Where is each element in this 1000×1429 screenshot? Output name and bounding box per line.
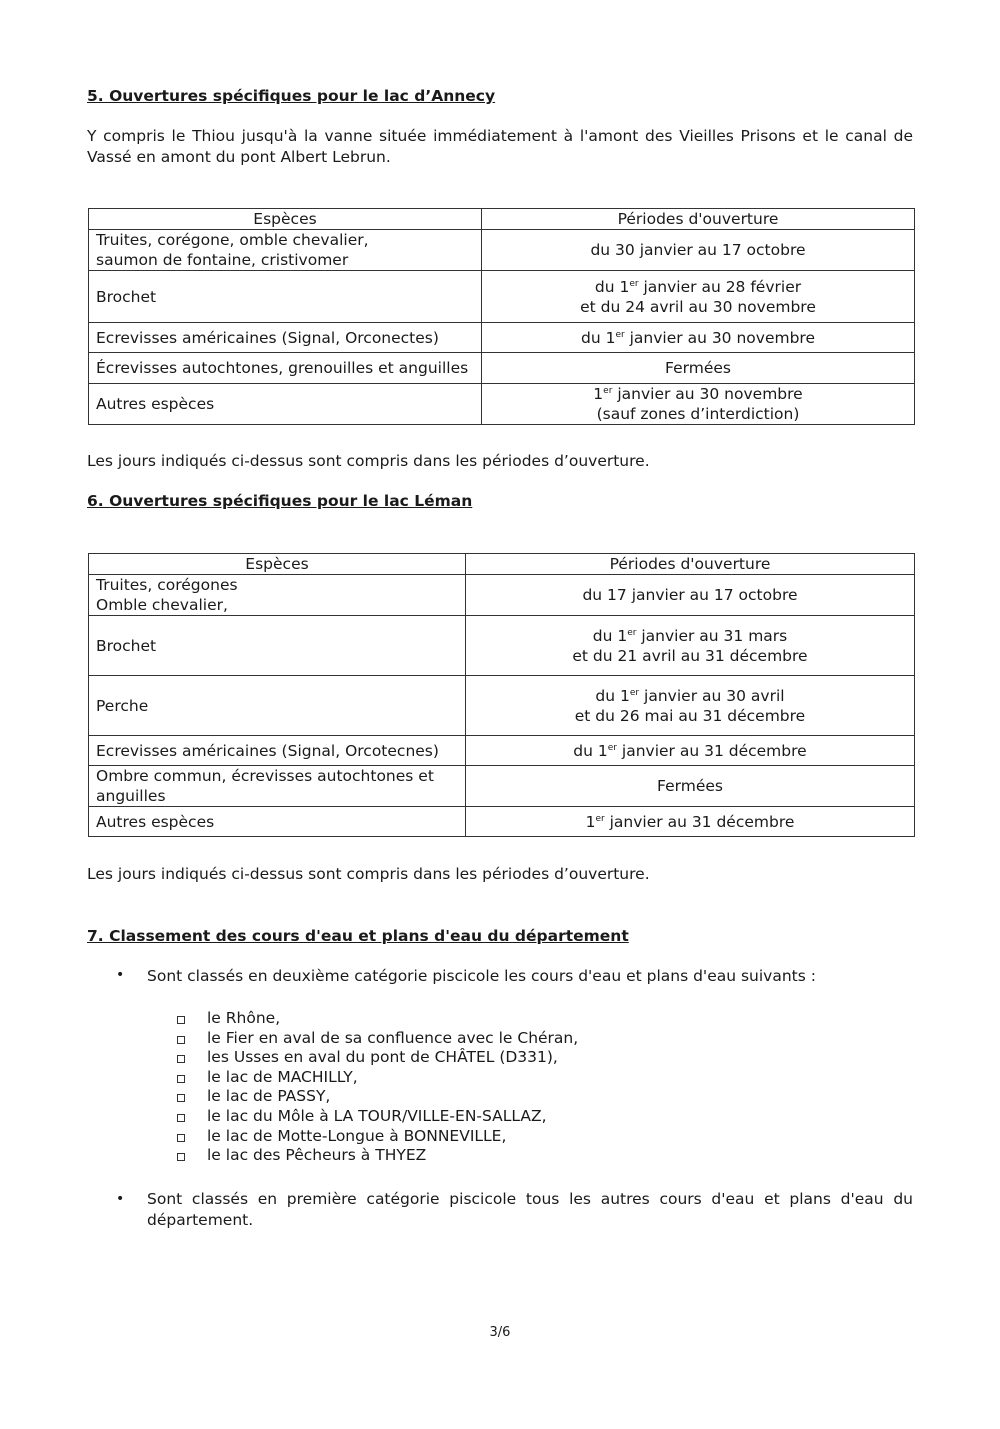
column-header-species: Espèces [89,209,482,230]
period-text-part: janvier au 31 décembre [604,812,795,831]
table-row [89,575,915,616]
species-text: anguilles [96,787,166,805]
species-text: Brochet [96,636,157,655]
period-text-part: janvier au 30 novembre [612,385,803,403]
section-6-heading: 6. Ouvertures spécifiques pour le lac Léman [87,492,473,510]
period-cell [482,384,915,425]
period-text [489,297,907,317]
section-5-intro: Y compris le Thiou jusqu'à la vanne située immédiatement à l'amont des Vieilles Prisons et le canal de Vassé en amont du pont Albert Lebrun. [87,127,913,166]
period-text-part: janvier au 28 février [638,277,802,296]
period-cell [466,807,915,837]
period-text-part: et du 21 avril au 31 décembre [572,646,808,665]
period-cell [466,676,915,736]
period-text-part: Fermées [657,777,723,795]
species-text: Omble chevalier, [96,596,228,614]
period-text-part: janvier au 30 avril [639,686,785,705]
table-row [89,323,915,353]
species-cell [89,575,466,616]
period-cell [482,323,915,353]
square-bullet-icon [177,1036,185,1044]
period-text-part: et du 24 avril au 30 novembre [580,297,816,316]
period-text [473,585,907,605]
period-text [473,706,907,726]
section-6-note: Les jours indiqués ci-dessus sont compris dans les périodes d’ouverture. [87,865,650,883]
species-cell [89,323,482,353]
square-bullet-icon [177,1075,185,1083]
species-cell [89,807,466,837]
table-row [89,676,915,736]
list-item: le lac de MACHILLY, [207,1067,358,1086]
period-text-part: du 1 [581,328,616,347]
period-text-part: (sauf zones d’interdiction) [596,405,800,423]
period-text [473,812,907,832]
species-text: Ombre commun, écrevisses autochtones et [96,767,434,785]
species-text: Ecrevisses américaines (Signal, Orconectes) [96,328,439,347]
column-header-species: Espèces [89,554,466,575]
ordinal-superscript: er [615,329,625,340]
ordinal-superscript: er [629,687,640,698]
period-text-part: du 30 janvier au 17 octobre [590,241,806,259]
table-row [89,384,915,425]
species-text: Ecrevisses américaines (Signal, Orcotecnes) [96,741,439,760]
period-text [489,240,907,260]
species-cell [89,766,466,807]
period-cell [482,271,915,323]
list-item: le lac de Motte-Longue à BONNEVILLE, [207,1126,507,1145]
species-text: Écrevisses autochtones, grenouilles et anguilles [96,359,469,377]
table-row [89,353,915,384]
leman-table-header [89,554,915,575]
bullet-icon: • [116,967,125,983]
section-5-heading: 5. Ouvertures spécifiques pour le lac d’Annecy [87,87,496,105]
list-item: le Rhône, [207,1009,281,1027]
column-header-periods: Périodes d'ouverture [482,209,915,230]
period-text [489,404,907,424]
period-text [473,686,907,706]
section-7-bullet-1: Sont classés en deuxième catégorie piscicole les cours d'eau et plans d'eau suivants : [147,967,816,985]
period-text [473,646,907,666]
page-number: 3/6 [489,1325,511,1340]
section-5-note: Les jours indiqués ci-dessus sont compris dans les périodes d’ouverture. [87,452,650,470]
square-bullet-icon [177,1055,185,1063]
list-item: le Fier en aval de sa confluence avec le Chéran, [207,1028,579,1047]
period-text-part: et du 26 mai au 31 décembre [574,706,806,725]
period-text-part: du 1 [595,686,630,705]
section-7-bullet-2: Sont classés en première catégorie piscicole tous les autres cours d'eau et plans d'eau du département. [147,1190,913,1229]
square-bullet-icon [177,1016,185,1024]
leman-table-body [89,575,915,837]
species-text: Perche [96,696,149,715]
period-text [489,384,907,404]
annecy-table-body [89,230,915,425]
ordinal-superscript: er [595,813,605,824]
table-row [89,736,915,766]
annecy-table [88,208,915,425]
period-text-part: janvier au 31 décembre [616,741,807,760]
period-text [473,626,907,646]
ordinal-superscript: er [627,627,637,638]
period-text-part: Fermées [665,359,731,377]
list-item: le lac des Pêcheurs à THYEZ [207,1146,427,1165]
species-cell [89,384,482,425]
ordinal-superscript: er [629,278,639,289]
species-cell [89,353,482,384]
species-text: Autres espèces [96,395,215,413]
period-cell [482,353,915,384]
species-text: saumon de fontaine, cristivomer [96,251,349,269]
table-row [89,766,915,807]
species-text: Truites, corégone, omble chevalier, [96,231,369,249]
period-text-part: du 17 janvier au 17 octobre [582,586,798,604]
square-bullet-icon [177,1094,185,1102]
column-header-periods: Périodes d'ouverture [466,554,915,575]
square-bullet-icon [177,1153,185,1161]
list-item: les Usses en aval du pont de CHÂTEL (D331), [207,1048,558,1067]
period-text [489,328,907,348]
ordinal-superscript: er [607,742,617,753]
bullet-icon: • [116,1191,125,1207]
period-text-part: du 1 [573,741,608,760]
list-item: le lac de PASSY, [207,1087,331,1106]
period-text-part: janvier au 30 novembre [624,328,815,347]
species-text: Autres espèces [96,812,215,831]
table-row [89,616,915,676]
period-cell [466,575,915,616]
period-text-part: 1 [585,812,596,831]
period-cell [466,736,915,766]
table-row [89,807,915,837]
species-cell [89,676,466,736]
annecy-table-header [89,209,915,230]
species-text: Brochet [96,287,157,306]
ordinal-superscript: er [603,386,613,396]
table-row [89,230,915,271]
square-bullet-icon [177,1114,185,1122]
period-cell [482,230,915,271]
period-text-part: du 1 [592,626,628,645]
list-item: le lac du Môle à LA TOUR/VILLE-EN-SALLAZ, [207,1107,547,1125]
section-7-heading: 7. Classement des cours d'eau et plans d'eau du département [87,927,629,945]
species-cell [89,230,482,271]
period-text-part: 1 [593,385,604,403]
period-cell [466,616,915,676]
period-text-part: du 1 [594,277,630,296]
period-text [489,277,907,297]
period-text [489,358,907,378]
leman-table [88,553,915,837]
species-cell [89,736,466,766]
species-cell [89,271,482,323]
table-row [89,271,915,323]
species-cell [89,616,466,676]
period-text [473,776,907,796]
species-text: Truites, corégones [96,576,238,594]
period-cell [466,766,915,807]
period-text [473,741,907,761]
square-bullet-icon [177,1134,185,1142]
period-text-part: janvier au 31 mars [636,626,788,645]
